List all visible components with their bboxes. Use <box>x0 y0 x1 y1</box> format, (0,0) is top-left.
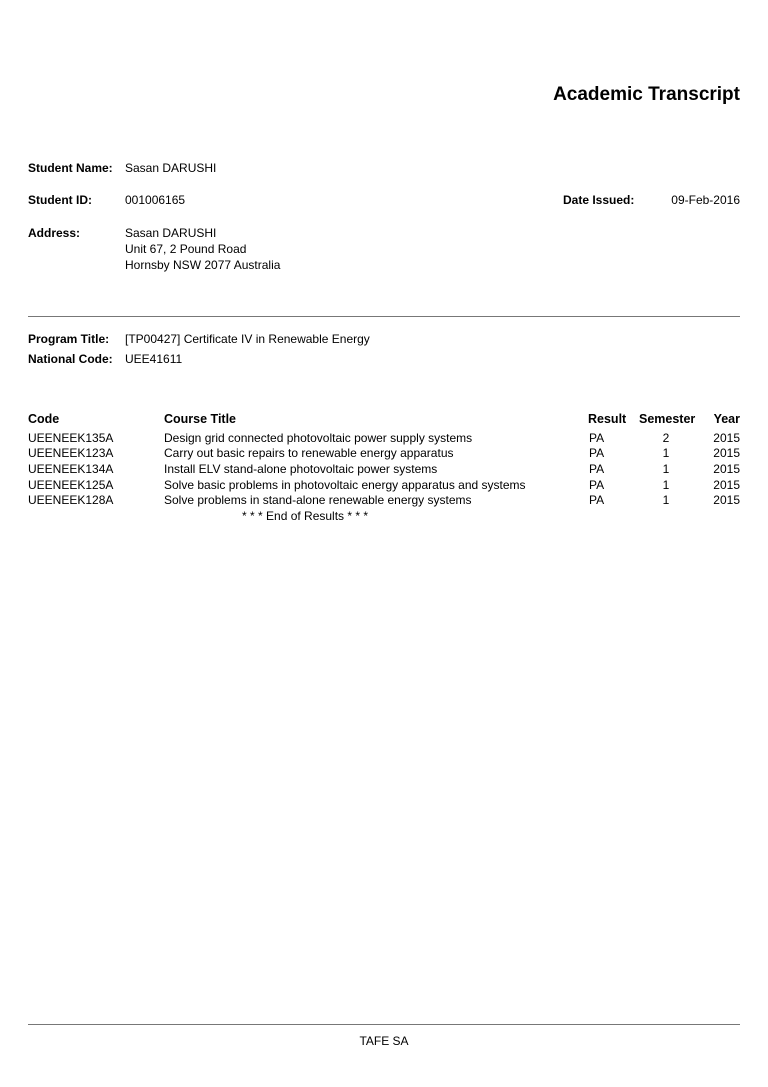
page-title: Academic Transcript <box>553 84 740 105</box>
cell-code: UEENEEK134A <box>28 462 114 476</box>
cell-course-title: Solve problems in stand-alone renewable energy systems <box>164 493 472 507</box>
col-header-course-title: Course Title <box>164 412 237 426</box>
footer-divider <box>28 1024 740 1025</box>
cell-year: 2015 <box>713 446 740 460</box>
cell-year: 2015 <box>713 462 740 476</box>
table-row <box>0 462 768 478</box>
table-row <box>0 431 768 447</box>
footer-text: TAFE SA <box>359 1034 409 1048</box>
student-id-value: 001006165 <box>125 193 186 207</box>
col-header-result: Result <box>588 412 627 426</box>
col-header-semester: Semester <box>639 412 696 426</box>
student-id-label: Student ID: <box>28 193 92 207</box>
date-issued-label: Date Issued: <box>563 193 635 207</box>
cell-code: UEENEEK125A <box>28 478 114 492</box>
cell-year: 2015 <box>713 431 740 445</box>
cell-course-title: Solve basic problems in photovoltaic energy apparatus and systems <box>164 478 526 492</box>
address-line: Sasan DARUSHI <box>125 226 217 240</box>
cell-result: PA <box>589 446 605 460</box>
table-row <box>0 478 768 494</box>
cell-semester: 1 <box>662 493 670 507</box>
table-row <box>0 493 768 509</box>
cell-result: PA <box>589 462 605 476</box>
end-of-results: * * * End of Results * * * <box>242 509 369 523</box>
cell-semester: 1 <box>662 446 670 460</box>
cell-year: 2015 <box>713 478 740 492</box>
cell-semester: 1 <box>662 462 670 476</box>
cell-code: UEENEEK135A <box>28 431 114 445</box>
address-line: Hornsby NSW 2077 Australia <box>125 258 281 272</box>
student-name-value: Sasan DARUSHI <box>125 161 217 175</box>
cell-course-title: Carry out basic repairs to renewable energy apparatus <box>164 446 454 460</box>
program-title-label: Program Title: <box>28 332 110 346</box>
address-line: Unit 67, 2 Pound Road <box>125 242 247 256</box>
cell-course-title: Design grid connected photovoltaic power supply systems <box>164 431 473 445</box>
cell-code: UEENEEK128A <box>28 493 114 507</box>
section-divider <box>28 316 740 317</box>
date-issued-value: 09-Feb-2016 <box>671 193 740 207</box>
program-title-value: [TP00427] Certificate IV in Renewable Energy <box>125 332 370 346</box>
national-code-label: National Code: <box>28 352 113 366</box>
cell-result: PA <box>589 478 605 492</box>
cell-year: 2015 <box>713 493 740 507</box>
national-code-value: UEE41611 <box>125 352 183 366</box>
table-row <box>0 446 768 462</box>
col-header-code: Code <box>28 412 60 426</box>
address-label: Address: <box>28 226 81 240</box>
cell-course-title: Install ELV stand-alone photovoltaic power systems <box>164 462 438 476</box>
cell-result: PA <box>589 493 605 507</box>
cell-semester: 2 <box>662 431 670 445</box>
col-header-year: Year <box>713 412 740 426</box>
cell-semester: 1 <box>662 478 670 492</box>
cell-code: UEENEEK123A <box>28 446 114 460</box>
address-block <box>125 225 280 273</box>
cell-result: PA <box>589 431 605 445</box>
student-name-label: Student Name: <box>28 161 113 175</box>
